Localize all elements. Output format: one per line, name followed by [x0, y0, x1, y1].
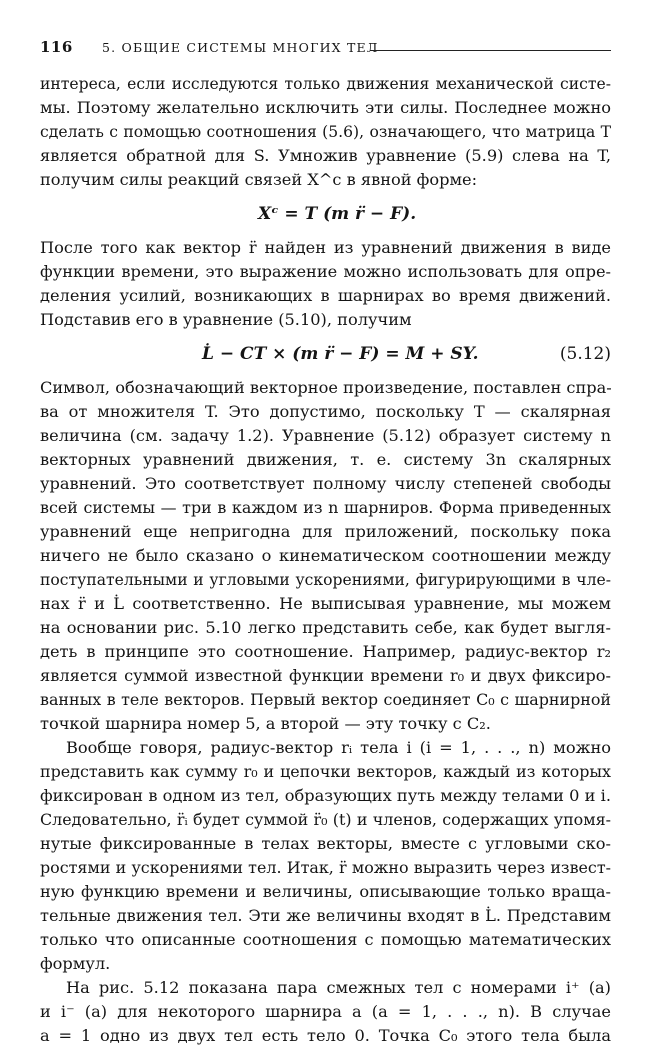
equation-reaction-forces — [40, 192, 611, 236]
text-line: всей системы — три в каждом из n шарниров. Форма приведенных — [40, 498, 611, 517]
text-line: является суммой известной функции времени r₀ и двух фиксиро- — [40, 666, 611, 685]
header-rule — [370, 50, 611, 51]
text-line: представить как сумму r₀ и цепочки векторов, каждый из которых — [40, 762, 611, 781]
text-line: сделать с помощью соотношения (5.6), означающего, что матрица T — [40, 123, 611, 141]
text-line: ничего не было сказано о кинематическом соотношении между — [40, 546, 611, 565]
paragraph-3 — [40, 376, 611, 736]
paragraph-4 — [40, 736, 611, 976]
text-line: интереса, если исследуются только движения механической систе- — [40, 75, 611, 93]
text-line: Символ, обозначающий векторное произведение, поставлен спра- — [40, 378, 612, 397]
text-line: является обратной для S. Умножив уравнение (5.9) слева на T, — [40, 146, 611, 165]
chapter-title: 5. ОБЩИЕ СИСТЕМЫ МНОГИХ ТЕЛ — [102, 40, 379, 55]
paragraph-1 — [40, 72, 611, 192]
running-header — [40, 38, 611, 60]
text-line: фиксирован в одном из тел, образующих путь между телами 0 и i. — [40, 786, 611, 805]
text-line: Подставив его в уравнение (5.10), получим — [40, 310, 412, 329]
text-line: и i⁻ (a) для некоторого шарнира a (a = 1, . . ., n). В случае — [40, 1002, 611, 1021]
equation-5-12 — [40, 332, 611, 376]
equation-expression: Xᶜ = T (m r̈ − F). — [258, 204, 417, 224]
text-line: векторных уравнений движения, т. е. систему 3n скалярных — [40, 450, 611, 469]
text-line: мы. Поэтому желательно исключить эти силы. Последнее можно — [40, 98, 611, 117]
page-body — [40, 72, 611, 1048]
text-line: на основании рис. 5.10 легко представить себе, как будет выгля- — [40, 618, 611, 637]
text-line: только что описанные соотношения с помощью математических — [40, 930, 611, 949]
page-number: 116 — [40, 38, 73, 56]
text-line: нах r̈ и L̇ соответственно. Не выписывая уравнение, мы можем — [40, 594, 611, 613]
text-line: После того как вектор r̈ найден из уравнений движения в виде — [40, 238, 611, 257]
text-line: ростями и ускорениями тел. Итак, r̈ можно выразить через извест- — [40, 858, 611, 877]
text-line: деления усилий, возникающих в шарнирах во время движений. — [40, 286, 611, 305]
equation-expression: L̇ − CT × (m r̈ − F) = M + SY. — [202, 344, 479, 364]
paragraph-5 — [40, 976, 611, 1048]
text-line: a = 1 одно из двух тел есть тело 0. Точка C₀ этого тела была — [40, 1026, 611, 1045]
text-line: Вообще говоря, радиус-вектор rᵢ тела i (i = 1, . . ., n) можно — [66, 738, 611, 757]
text-line: функции времени, это выражение можно использовать для опре- — [40, 262, 611, 281]
text-line: поступательными и угловыми ускорениями, фигурирующими в чле- — [40, 571, 611, 589]
text-line: деть в принципе это соотношение. Например, радиус-вектор r₂ — [40, 642, 611, 661]
paragraph-2 — [40, 236, 611, 332]
text-line: На рис. 5.12 показана пара смежных тел с номерами i⁺ (a) — [66, 978, 611, 997]
text-line: величина (см. задачу 1.2). Уравнение (5.12) образует систему n — [40, 426, 611, 445]
text-line: ванных в теле векторов. Первый вектор соединяет C₀ с шарнирной — [40, 690, 611, 709]
equation-number: (5.12) — [559, 344, 611, 364]
text-line: ную функцию времени и величины, описывающие только враща- — [40, 882, 611, 901]
text-line: получим силы реакций связей X^c в явной форме: — [40, 170, 478, 189]
text-line: Следовательно, r̈ᵢ будет суммой r̈₀ (t) и членов, содержащих упомя- — [40, 810, 611, 829]
text-line: ва от множителя T. Это допустимо, поскольку T — скалярная — [40, 402, 611, 421]
text-line: нутые фиксированные в телах векторы, вместе с угловыми ско- — [40, 834, 611, 853]
text-line: уравнений. Это соответствует полному числу степеней свободы — [40, 474, 611, 493]
text-line: точкой шарнира номер 5, а второй — эту точку с C₂. — [40, 714, 491, 733]
text-line: тельные движения тел. Эти же величины входят в L̇. Представим — [40, 906, 611, 925]
text-line: формул. — [40, 954, 111, 973]
text-line: уравнений еще непригодна для приложений, поскольку пока — [40, 522, 611, 541]
